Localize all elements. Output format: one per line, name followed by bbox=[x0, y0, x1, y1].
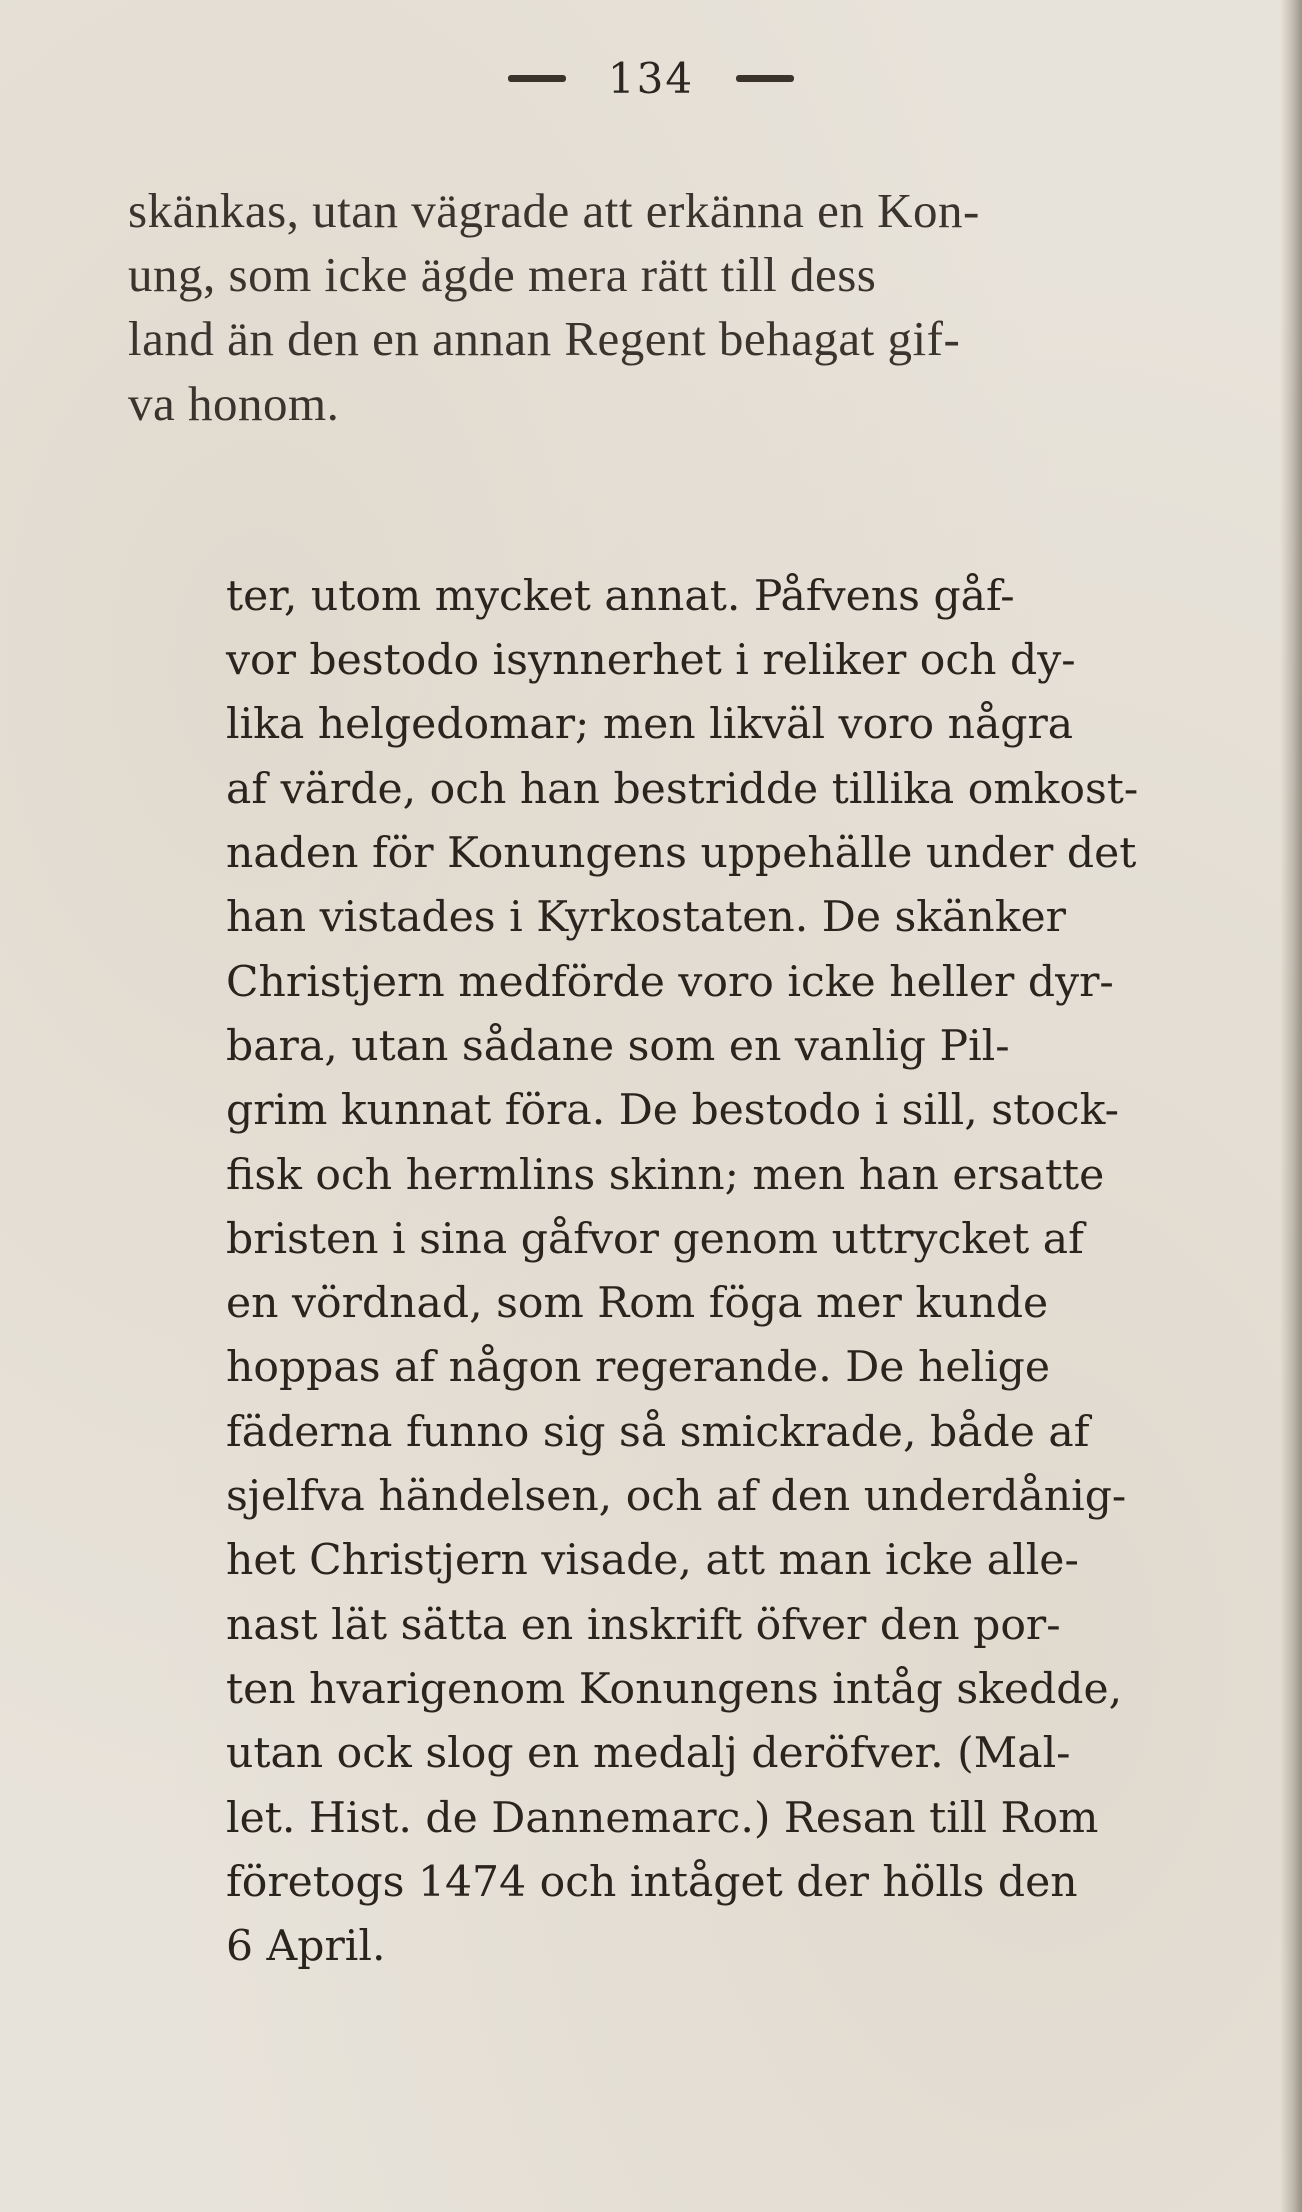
footnote-line: bristen i sina gåfvor genom uttrycket af bbox=[226, 1215, 1084, 1264]
main-text-line: land än den en annan Regent behagat gif- bbox=[128, 311, 961, 366]
left-ornament-dash bbox=[508, 75, 566, 82]
main-text-line: va honom. bbox=[128, 376, 340, 431]
footnote-line: naden för Konungens uppehälle under det bbox=[226, 829, 1137, 878]
footnote-line: fäderna funno sig så smickrade, både af bbox=[226, 1408, 1090, 1457]
footnote-line: het Christjern visade, att man icke alle- bbox=[226, 1536, 1079, 1585]
footnote-line: hoppas af någon regerande. De helige bbox=[226, 1343, 1051, 1392]
footnote-line: let. Hist. de Dannemarc.) Resan till Rom bbox=[226, 1794, 1099, 1843]
footnote-line: vor bestodo isynnerhet i reliker och dy- bbox=[226, 636, 1076, 685]
main-text-line: ung, som icke ägde mera rätt till dess bbox=[128, 247, 877, 302]
footnote-line: Christjern medförde voro icke heller dyr- bbox=[226, 958, 1114, 1007]
footnote-line: ten hvarigenom Konungens intåg skedde, bbox=[226, 1665, 1123, 1714]
page-number: 134 bbox=[607, 53, 695, 103]
footnote-line: 6 April. bbox=[226, 1922, 386, 1971]
footnote-line: fisk och hermlins skinn; men han ersatte bbox=[226, 1151, 1105, 1200]
footnote-line: lika helgedomar; men likväl voro några bbox=[226, 700, 1074, 749]
footnote-line: grim kunnat föra. De bestodo i sill, stock- bbox=[226, 1086, 1119, 1135]
footnote-line: ter, utom mycket annat. Påfvens gåf- bbox=[226, 572, 1015, 621]
footnote-line: sjelfva händelsen, och af den underdånig- bbox=[226, 1472, 1127, 1521]
right-ornament-dash bbox=[736, 75, 794, 82]
footnote-line: företogs 1474 och intåget der hölls den bbox=[226, 1858, 1078, 1907]
main-text-line: skänkas, utan vägrade att erkänna en Kon- bbox=[128, 183, 980, 238]
footnote-line: en vördnad, som Rom föga mer kunde bbox=[226, 1279, 1049, 1328]
footnote-line: bara, utan sådane som en vanlig Pil- bbox=[226, 1022, 1010, 1071]
footnote-line: af värde, och han bestridde tillika omkost- bbox=[226, 765, 1139, 814]
footnote-line: han vistades i Kyrkostaten. De skänker bbox=[226, 893, 1066, 942]
running-head bbox=[0, 48, 1302, 108]
page-edge-shadow bbox=[1280, 0, 1302, 2212]
footnote-line: nast lät sätta en inskrift öfver den por- bbox=[226, 1601, 1061, 1650]
footnote-line: utan ock slog en medalj deröfver. (Mal- bbox=[226, 1729, 1071, 1778]
